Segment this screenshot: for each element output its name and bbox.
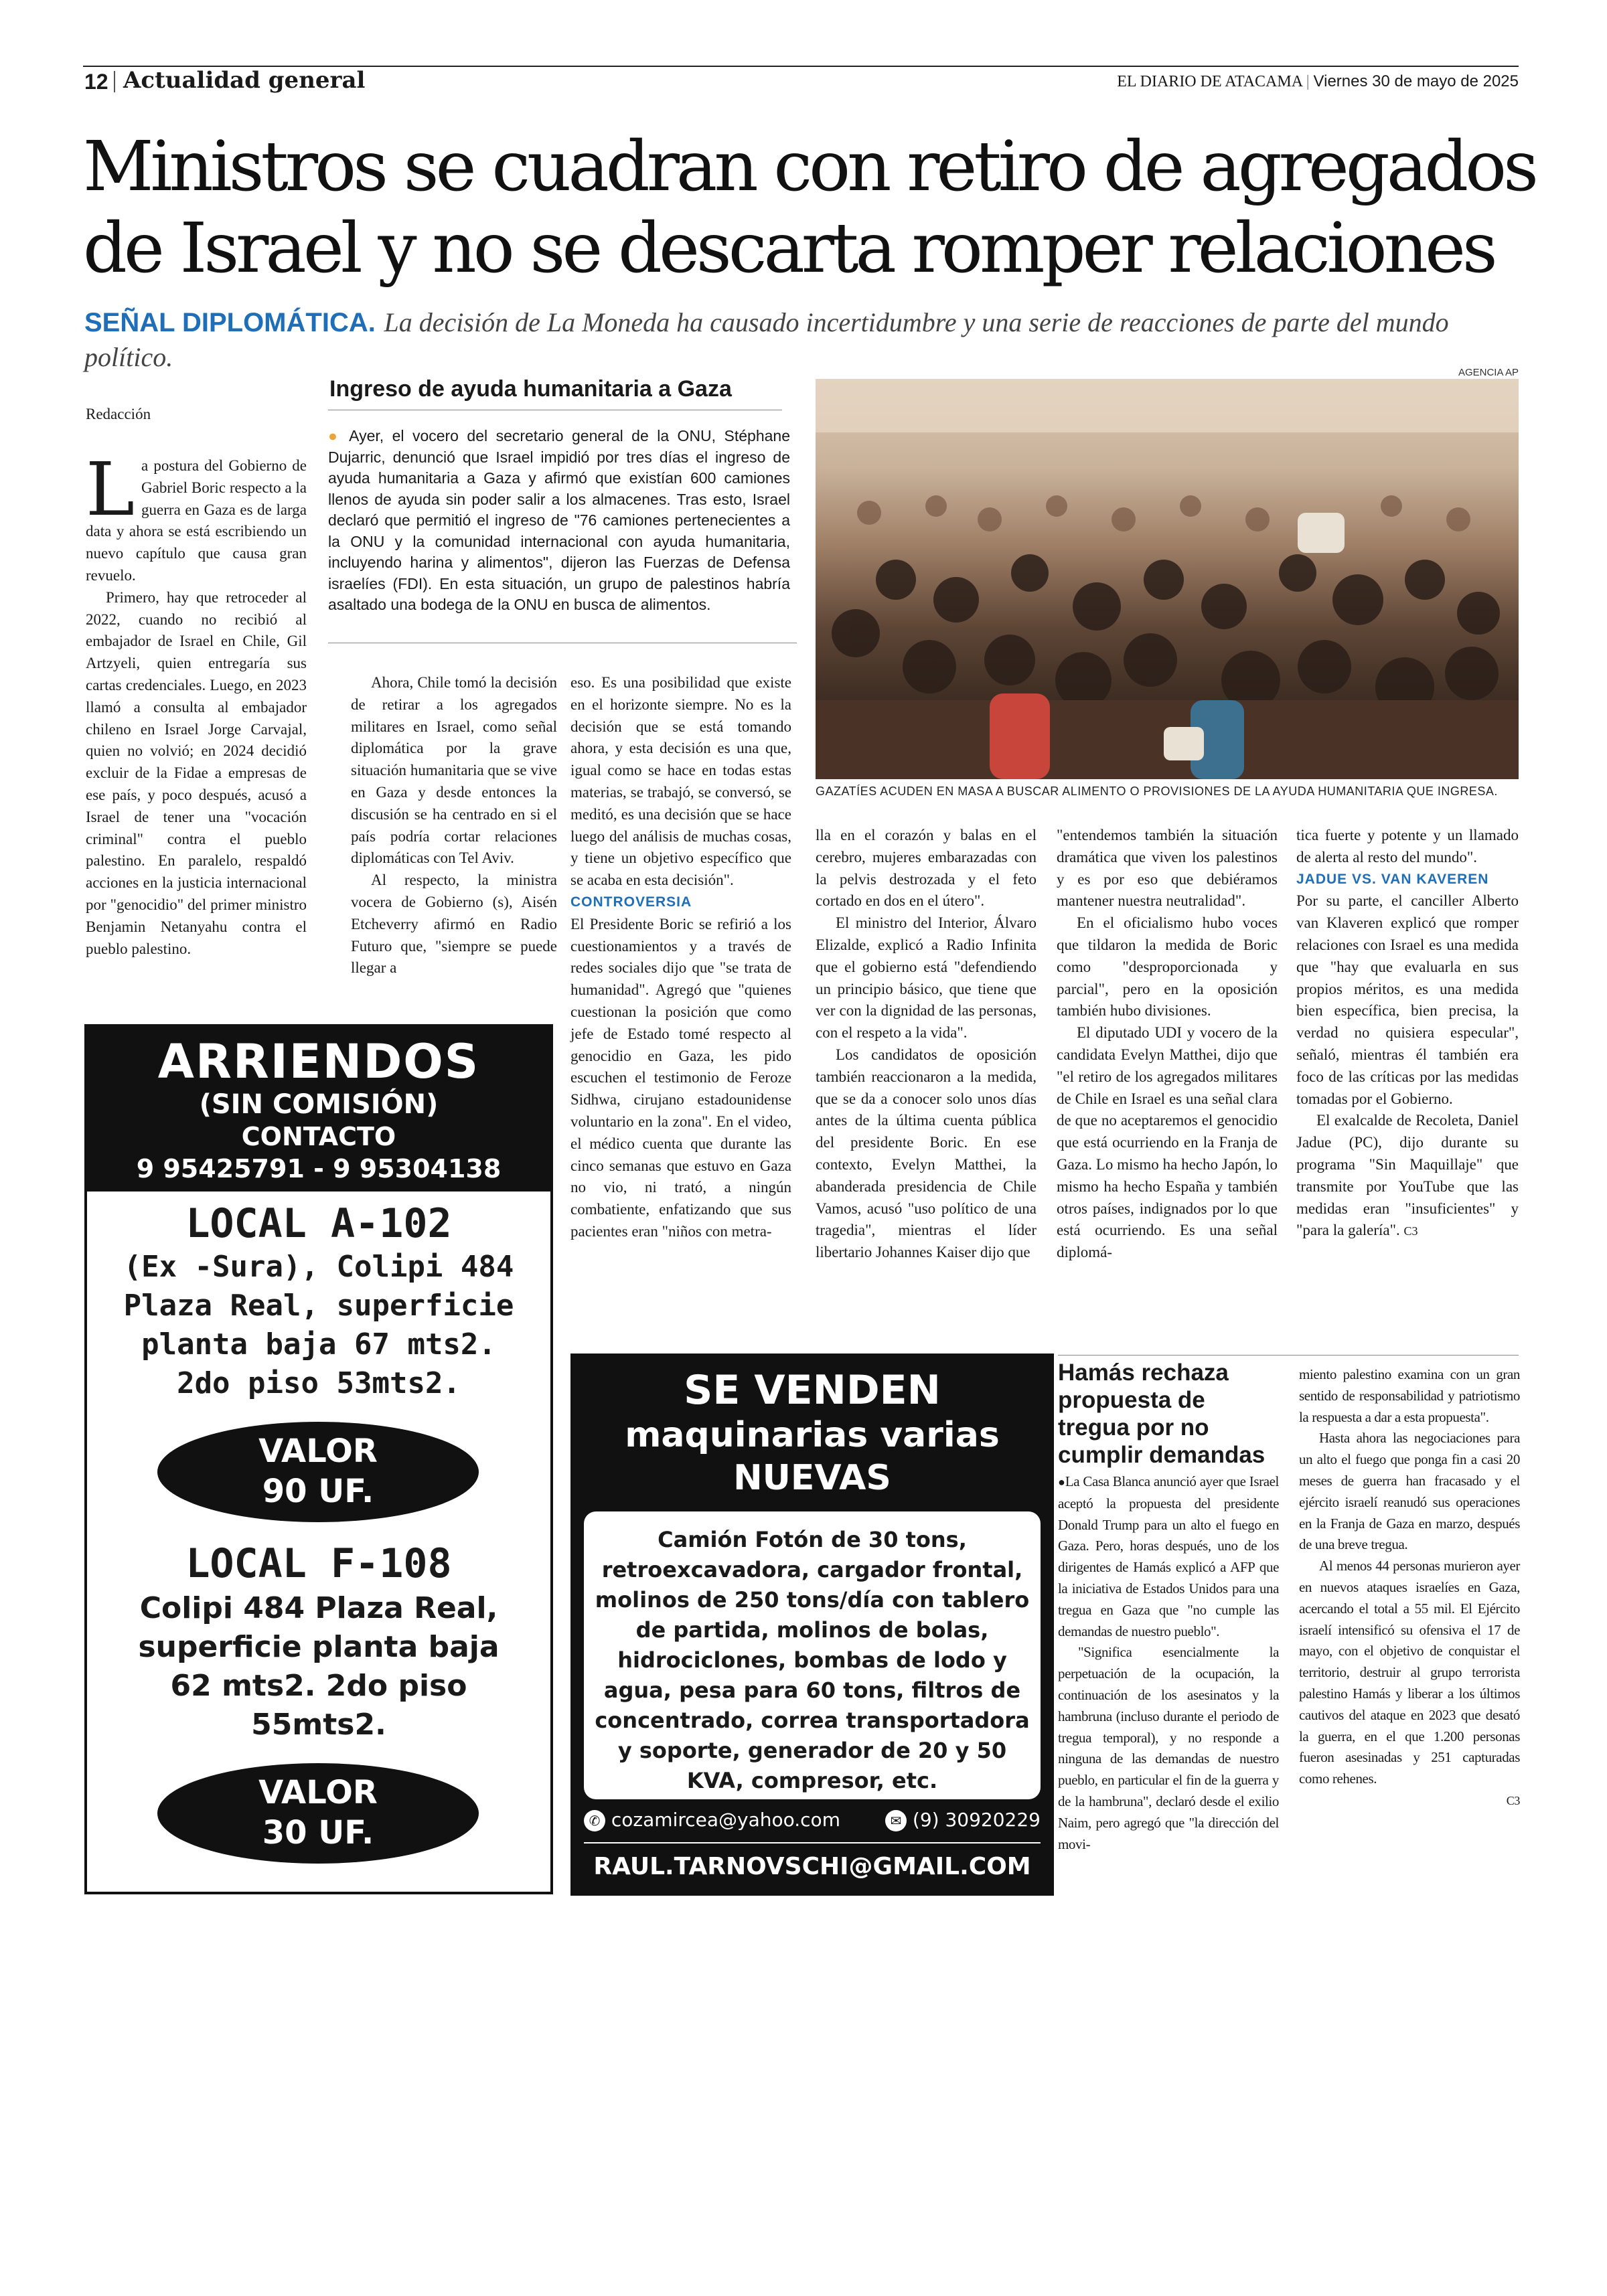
ad-arriendos <box>84 1024 553 1894</box>
sidebar-text: Ayer, el vocero del secretario general de la ONU, Stéphane Dujarric, denunció que Israel impidió por tres días el ingreso de ayuda humanitaria a Gaza y afirmó que existían 600 camiones llenos de ayuda sin poder salir a los almacenes. Tras esto, Israel declaró que permitió el ingreso de "76 camiones pertenecientes a la ONU y la comunidad internacional con ayuda humanitaria, incluyendo harina y alimentos", dijeron las Fuerzas de Defensa israelíes (FDI). En esta situación, un grupo de palestinos habría asaltado una bodega de la ONU en busca de alimentos. <box>328 427 790 613</box>
header-separator <box>114 71 115 92</box>
hamas-bullet: ● <box>1058 1475 1065 1489</box>
local-f108-title: LOCAL F-108 <box>185 1540 452 1587</box>
article-paragraph: El diputado UDI y vocero de la candidata Evelyn Matthei, dijo que "el retiro de los agregados militares de Chile en Israel es una señal clara de que no aceptaremos el genocidio que está ocurriendo en la Franja de Gaza. Lo mismo ha hecho Japón, lo mismo ha hecho España y también otros países, indignados por lo que está ocurriendo. Es una señal diplomá- <box>1057 1024 1278 1261</box>
article-paragraph: a postura del Gobierno de Gabriel Boric respecto a la guerra en Gaza es de larga data y ahora se está escribiendo un nuevo capítulo que causa gran revuelo. <box>86 457 307 584</box>
article-column-1 <box>86 446 307 960</box>
local-a102-value: VALOR 90 UF. <box>157 1422 479 1522</box>
byline: Redacción <box>86 406 151 422</box>
ad-venden-email-1-wrap <box>584 1809 840 1831</box>
local-f108-value: VALOR 30 UF. <box>157 1763 479 1864</box>
end-mark: C3 <box>1506 1793 1520 1807</box>
ad-arriendos-contact-label: CONTACTO <box>241 1122 396 1151</box>
ad-venden-title: SE VENDEN <box>684 1367 941 1414</box>
ad-venden-email-2[interactable]: RAUL.TARNOVSCHI@GMAIL.COM <box>593 1853 1031 1880</box>
ad-arriendos-header <box>87 1027 550 1192</box>
article-paragraph: eso. Es una posibilidad que existe en el horizonte siempre. No es la decisión que se está tomando ahora, y esta decisión es una que, igual como se hace en todas estas materias, se trabajó, se conversó, se meditó, es una decisión que se hace luego del análisis de muchas cosas, y tiene un objetivo específico que se acaba en esta decisión". <box>570 674 791 889</box>
hamas-paragraph: Hasta ahora las negociaciones para un alto el fuego que ponga fin a casi 20 meses de guerra han fracasado y el ejército israelí reanudó sus operaciones en la Franja de Gaza en marzo, después de una breve tregua. <box>1299 1430 1520 1553</box>
section-title: Actualidad general <box>123 67 366 94</box>
hamas-column-1 <box>1058 1471 1279 1855</box>
kicker-label: SEÑAL DIPLOMÁTICA. <box>84 308 376 337</box>
hamas-paragraph: "Significa esencialmente la perpetuación de la ocupación, la continuación de los asesinatos y la hambruna (incluso durante el periodo de tregua temporal), y no responde a ninguna de las demandas de nuestro pueblo, en particular el fin de la guerra y de la hambruna", declaró desde el exilio Naim, pero agregó que "la dirección del movi- <box>1058 1644 1279 1852</box>
ad-arriendos-title: ARRIENDOS <box>157 1034 480 1089</box>
ad-venden-items-box <box>584 1511 1041 1799</box>
ad-arriendos-subtitle: (SIN COMISIÓN) <box>199 1089 439 1120</box>
sidebar-title: Ingreso de ayuda humanitaria a Gaza <box>329 376 732 402</box>
mail-icon: ✉ <box>885 1810 907 1831</box>
article-column-5 <box>1057 825 1278 1264</box>
issue-date: Viernes 30 de mayo de 2025 <box>1313 72 1519 90</box>
sidebar-bullet: ● <box>328 427 341 444</box>
article-paragraph: tica fuerte y potente y un llamado de alerta al resto del mundo". <box>1296 827 1519 866</box>
hamas-paragraph: Al menos 44 personas murieron ayer en nuevos ataques israelíes en Gaza, acercando el total a 55 mil. El Ejército israelí intensificó su ofensiva el 17 de mayo, con el objetivo de conquistar el territorio, destruir al grupo terrorista palestino Hamás y liberar a los últimos cautivos del ataque en 2023 que desató la guerra, en el que 1.200 personas fueron asesinadas y 251 capturadas como rehenes. <box>1299 1558 1520 1787</box>
hamas-column-2 <box>1299 1364 1520 1812</box>
page-number: 12 <box>84 70 108 94</box>
ad-venden-contact-row <box>584 1809 1041 1831</box>
drop-cap: L <box>86 446 135 532</box>
ad-venden-email-1[interactable]: cozamircea@yahoo.com <box>611 1809 840 1831</box>
kicker-text: La decisión de La Moneda ha causado incertidumbre y una serie de reacciones de parte del mundo político. <box>84 307 1449 372</box>
ad-venden-nuevas: NUEVAS <box>733 1458 891 1498</box>
ad-venden-subtitle: maquinarias varias <box>625 1415 1000 1455</box>
photo-caption: GAZATÍES ACUDEN EN MASA A BUSCAR ALIMENTO O PROVISIONES DE LA AYUDA HUMANITARIA QUE INGRESA. <box>816 785 1498 798</box>
article-paragraph: El exalcalde de Recoleta, Daniel Jadue (PC), dijo durante su programa "Sin Maquillaje" que transmite por YouTube que las medidas eran "insuficientes" y "para la galería". <box>1296 1112 1519 1239</box>
hamas-title: Hamás rechaza propuesta de tregua por no cumplir demandas <box>1058 1360 1266 1468</box>
end-mark: C3 <box>1403 1224 1418 1238</box>
hamas-paragraph: miento palestino examina con un gran sentido de responsabilidad y patriotismo la respuesta a dar a esta propuesta". <box>1299 1366 1520 1425</box>
newspaper-name: EL DIARIO DE ATACAMA <box>1117 73 1302 90</box>
article-paragraph: En el oficialismo hubo voces que tildaron la medida de Boric como "desproporcionada y parcial", pero en la oposición también hubo divisiones. <box>1057 914 1278 1019</box>
ad-venden-divider <box>584 1842 1041 1843</box>
article-paragraph: Al respecto, la ministra vocera de Gobierno (s), Aisén Etcheverry afirmó en Radio Futuro que, "siempre se puede llegar a <box>351 872 557 977</box>
photo-credit: AGENCIA AP <box>1458 367 1519 378</box>
article-paragraph: lla en el corazón y balas en el cerebro, mujeres embarazadas con la pelvis destrozada y el feto cortado en dos en el útero". <box>816 827 1037 910</box>
article-column-3 <box>570 672 791 1243</box>
hamas-paragraph: La Casa Blanca anunció ayer que Israel aceptó la propuesta del presidente Donald Trump para un alto el fuego en Gaza. Pero, horas después, uno de los dirigentes de Hamás explicó a AFP que la iniciativa de Estados Unidos para una tregua en Gaza que "no cumple las demandas de nuestro pueblo". <box>1058 1473 1279 1639</box>
article-column-6 <box>1296 825 1519 1242</box>
crowd-illustration <box>816 379 1519 779</box>
ad-venden-items: Camión Fotón de 30 tons, retroexcavadora, cargador frontal, molinos de 250 tons/día con tablero de partida, molinos de bolas, hidrociclones, bombas de lodo y agua, pesa para 60 tons, filtros de concentrado, correa transportadora y soporte, generador de 20 y 50 KVA, compresor, etc. <box>595 1527 1030 1793</box>
ad-se-venden <box>570 1354 1054 1896</box>
ad-venden-phone[interactable]: (9) 30920229 <box>912 1809 1041 1831</box>
article-paragraph: Los candidatos de oposición también reaccionaron a la medida, que se da a conocer solo unos días antes de la última cuenta pública del presidente Boric. En ese contexto, Evelyn Matthei, la abanderada presidencia de Chile Vamos, acusó "uso político de una tragedia", mientras el líder libertario Johannes Kaiser dijo que <box>816 1046 1037 1261</box>
kicker <box>84 305 1484 375</box>
article-paragraph: Primero, hay que retroceder al 2022, cuando no recibió al embajador de Israel en Chile, Gil Artzyeli, quien entregaría sus cartas credenciales. Luego, en 2023 llamó a consulta al embajador chileno en Israel Jorge Carvajal, quien no volvió; en 2024 decidió excluir de la Fidae a empresas de ese país, y poco después, acusó a Israel de tener una "vocación criminal" contra el pueblo palestino. En paralelo, respaldó acciones en la justicia internacional por "genocidio" del primer ministro Benjamin Netanyahu contra el pueblo palestino. <box>86 588 307 957</box>
article-paragraph: "entendemos también la situación dramática que viven los palestinos y es por eso que debiéramos mantener nuestra neutralidad". <box>1057 827 1278 910</box>
sidebar-box <box>328 426 790 616</box>
article-paragraph: El Presidente Boric se refirió a los cuestionamientos y a través de redes sociales dijo que "se trata de humanidad". Agregó que "quienes cuestionan la posición que como jefe de Estado tomé respecto al genocidio en Gaza, les pido escuchen el testimonio de Feroze Sidhwa, cirujano estadounidense voluntario en la zona". En el video, el médico cuenta que durante las cinco semanas que estuvo en Gaza no vio, ni trató, a ningún combatiente, enfatizando que sus pacientes eran "niños con metra- <box>570 915 791 1240</box>
article-paragraph: Por su parte, el canciller Alberto van Klaveren explicó que romper relaciones con Israel es una medida que "hay que evaluarla en sus propios méritos, es una medida bien específica, bien precisa, la verdad no quisiera especular", señaló, mientras él también era foco de las críticas por las medidas tomadas por el Gobierno. <box>1296 892 1519 1107</box>
article-paragraph: El ministro del Interior, Álvaro Elizalde, explicó a Radio Infinita que el gobierno está "defendiendo un principio básico, que tiene que ver con la dignidad de las personas, con el respeto a la vida". <box>816 914 1037 1042</box>
headline: Ministros se cuadran con retiro de agregados de Israel y no se descarta romper relaciones <box>83 127 1536 289</box>
subhead-controversia: CONTROVERSIA <box>570 894 692 910</box>
phone-icon: ✆ <box>584 1810 605 1831</box>
local-a102-desc: (Ex -Sura), Colipi 484 Plaza Real, superficie planta baja 67 mts2. 2do piso 53mts2. <box>123 1250 514 1400</box>
article-column-2 <box>351 672 557 979</box>
ad-venden-phone-wrap <box>885 1809 1041 1831</box>
ad-arriendos-phones: 9 95425791 - 9 95304138 <box>136 1154 502 1183</box>
article-column-4 <box>816 825 1037 1264</box>
subhead-jadue: JADUE VS. VAN KAVEREN <box>1296 871 1489 887</box>
hamas-top-rule <box>1058 1355 1519 1356</box>
news-photo <box>816 379 1519 779</box>
header-right: EL DIARIO DE ATACAMA | Viernes 30 de mayo de 2025 <box>1117 72 1519 90</box>
local-f108-desc: Colipi 484 Plaza Real, superficie planta baja 62 mts2. 2do piso 55mts2. <box>138 1591 500 1742</box>
local-a102-title: LOCAL A-102 <box>185 1200 452 1247</box>
article-paragraph: Ahora, Chile tomó la decisión de retirar a los agregados militares en Israel, como señal diplomática por la grave situación humanitaria que se vive en Gaza y desde entonces la discusión se ha centrado en si el país podría cortar relaciones diplomáticas con Tel Aviv. <box>351 674 557 867</box>
